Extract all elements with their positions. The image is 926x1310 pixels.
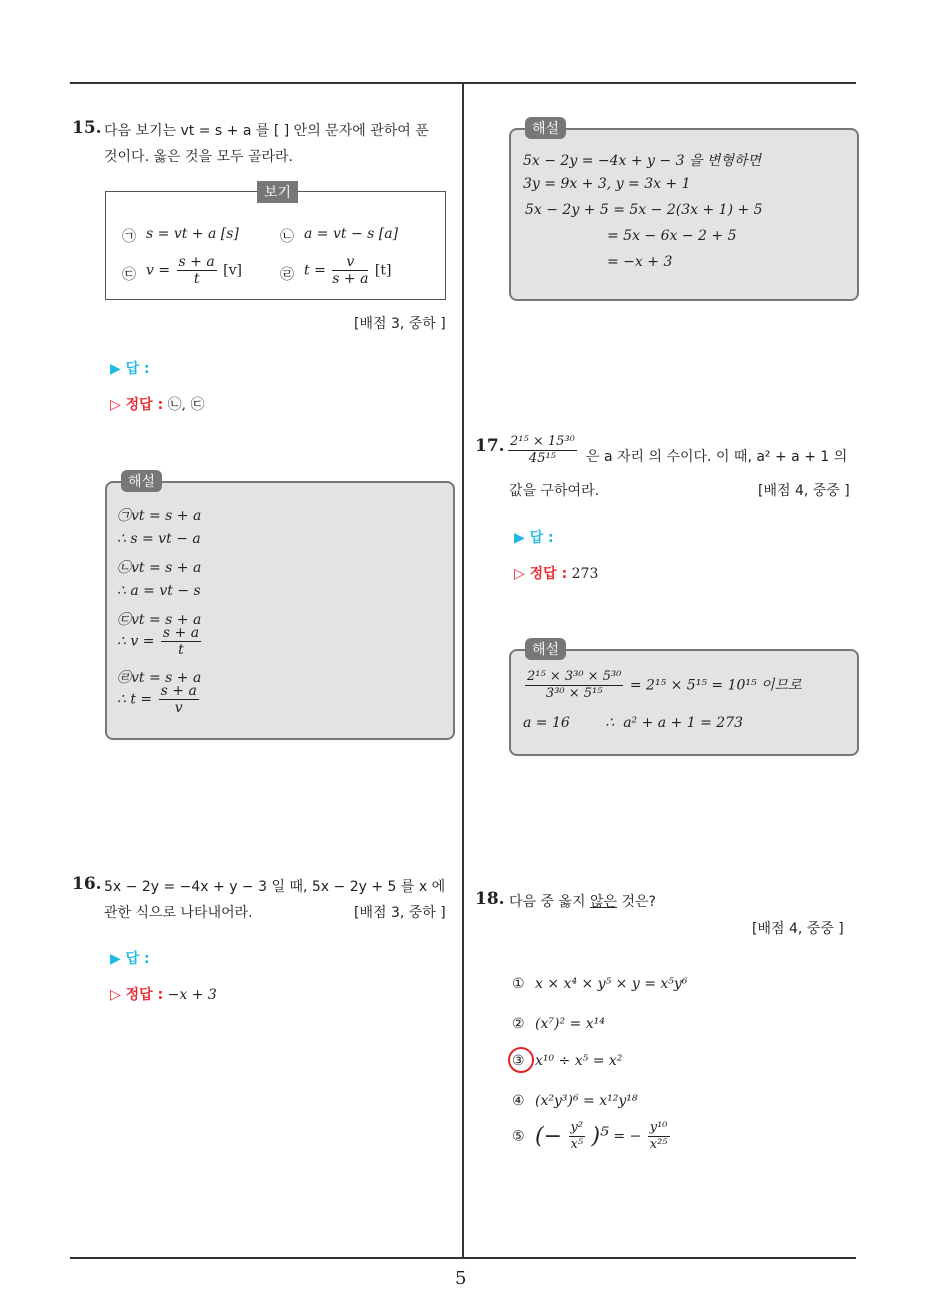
q18-choice-5-den: x⁵ [570, 1137, 584, 1152]
q18-choice-1-text: x × x⁴ × y⁵ × y = x⁵y⁶ [535, 976, 688, 992]
q15-sol-label: 해설 [121, 470, 162, 492]
q15-stem-line1: 다음 보기는 vt = s + a 를 [ ] 안의 문자에 관하여 푼 [104, 123, 429, 139]
q17-sol-label: 해설 [525, 638, 566, 660]
q16-stem-line1: 5x − 2y = −4x + y − 3 일 때, 5x − 2y + 5 를 x 에 [104, 879, 446, 895]
q16-correct-row [110, 984, 217, 1004]
q18-stem [509, 891, 656, 911]
q15-sol-l6 [117, 625, 203, 658]
q15-opt4 [304, 254, 391, 287]
q17-frac-num: 2¹⁵ × 15³⁰ [510, 434, 575, 449]
q17-correct-label: ▷ 정답 : [514, 566, 568, 582]
q15-sol-l6-den: t [178, 642, 184, 658]
q15-sol-l8-num: s + a [160, 683, 197, 699]
q17-stem-line2: 값을 구하여라. [509, 483, 600, 499]
q18-stem-underlined: 않은 [589, 894, 618, 910]
q15-sol-l6-lhs: ∴ v = [117, 633, 155, 650]
q16-correct-value: −x + 3 [167, 987, 217, 1003]
q18-number: 18. [475, 889, 505, 909]
q15-sol-l8-lhs: ∴ t = [117, 691, 153, 708]
q18-choice-5-eq: = − [613, 1128, 642, 1145]
q15-correct-value: ㉡, ㉢ [167, 397, 205, 413]
q18-choice-1-mark: ① [512, 976, 525, 992]
q15-opt4-bracket: [t] [374, 262, 392, 279]
column-divider [462, 82, 464, 1258]
q16-correct-label: ▷ 정답 : [110, 987, 164, 1003]
q15-opt4-num: v [332, 254, 368, 271]
q15-number: 15. [72, 118, 102, 138]
q17-sol-rhs: = 2¹⁵ × 5¹⁵ = 10¹⁵ 이므로 [629, 677, 802, 694]
q18-choice-5-rparen: )⁵ [591, 1124, 609, 1149]
q15-opt3-den: t [193, 271, 200, 287]
q17-number: 17. [475, 436, 505, 456]
q18-choice-3-text: x¹⁰ ÷ x⁵ = x² [535, 1053, 623, 1069]
q15-correct-label: ▷ 정답 : [110, 397, 164, 413]
q16-points: [배점 3, 중하 ] [354, 905, 446, 921]
q18-stem-post: 것은? [617, 894, 656, 910]
q17-points: [배점 4, 중중 ] [758, 483, 850, 499]
q15-answer-label: ▶ 답 : [110, 361, 150, 377]
q15-opt1: s = vt + a [s] [146, 226, 239, 242]
q15-opt3-num: s + a [178, 254, 215, 270]
q17-correct-value: 273 [571, 566, 599, 582]
q18-stem-pre: 다음 중 옳지 [509, 894, 590, 910]
q17-sol-den: 3³⁰ × 5¹⁵ [545, 686, 603, 701]
q15-opt1-mark: ㉠ [122, 229, 136, 245]
q17-sol-l2: a = 16 ∴ a² + a + 1 = 273 [523, 715, 744, 731]
q17-answer-label: ▶ 답 : [514, 530, 554, 546]
q18-choice-5-rden: x²⁵ [649, 1137, 668, 1152]
q18-choice-5-num: y² [570, 1120, 584, 1135]
q15-opt3-mark: ㉢ [122, 267, 136, 283]
q17-sol-num: 2¹⁵ × 3³⁰ × 5³⁰ [527, 669, 622, 684]
q15-opt4-den: s + a [332, 271, 369, 287]
q15-points: [배점 3, 중하 ] [354, 316, 446, 332]
q15-stem-line2: 것이다. 옳은 것을 모두 골라라. [104, 149, 293, 165]
q17-solution-box [509, 642, 859, 756]
q15-opt2: a = vt − s [a] [304, 226, 399, 242]
q15-opt3-bracket: [v] [223, 262, 243, 279]
q18-choice-5[interactable] [512, 1120, 672, 1153]
q18-choice-5-mark: ⑤ [512, 1128, 525, 1145]
q17-stem-line1: 은 a 자리 의 수이다. 이 때, a² + a + 1 의 [586, 449, 848, 465]
q16-answer-label: ▶ 답 : [110, 951, 150, 967]
q18-choice-3[interactable] [512, 1053, 622, 1069]
q18-choice-2-text: (x⁷)² = x¹⁴ [535, 1016, 605, 1032]
q15-sol-l8 [117, 683, 201, 716]
q15-solution-box [105, 474, 455, 740]
q17-sol-l1 [523, 669, 802, 702]
q15-opt3 [146, 254, 242, 287]
q17-frac-den: 45¹⁵ [528, 451, 556, 466]
q15-box-label: 보기 [257, 181, 298, 203]
q18-choice-5-lparen: (− [535, 1124, 563, 1149]
q15-sol-l2: ∴ s = vt − a [117, 531, 201, 547]
q15-opt3-lhs: v = [146, 262, 171, 279]
q17-correct-row [514, 563, 598, 583]
q16-number: 16. [72, 874, 102, 894]
q15-sol-l1: ㉠vt = s + a [117, 508, 202, 524]
q16-sol-l1: 5x − 2y = −4x + y − 3 을 변형하면 [523, 153, 762, 169]
q18-choice-3-mark: ③ [512, 1053, 525, 1069]
q18-choice-4-text: (x²y³)⁶ = x¹²y¹⁸ [535, 1093, 638, 1109]
q16-sol-label: 해설 [525, 117, 566, 139]
q15-sol-l5: ㉢vt = s + a [117, 612, 202, 628]
q16-sol-l3: 5x − 2y + 5 = 5x − 2(3x + 1) + 5 [525, 202, 763, 218]
q16-solution-box [509, 121, 859, 301]
q15-opt4-lhs: t = [304, 262, 326, 279]
q16-sol-l5: = −x + 3 [607, 254, 673, 270]
q15-opt2-mark: ㉡ [280, 229, 294, 245]
page-number: 5 [455, 1268, 467, 1289]
q18-choice-1[interactable] [512, 976, 687, 992]
q17-fraction [506, 434, 579, 467]
q18-choice-2[interactable] [512, 1016, 605, 1032]
q18-choice-5-rnum: y¹⁰ [649, 1120, 668, 1135]
q15-correct-row [110, 394, 205, 414]
q18-points: [배점 4, 중중 ] [752, 921, 844, 937]
q18-choice-4[interactable] [512, 1093, 637, 1109]
q16-sol-l2: 3y = 9x + 3, y = 3x + 1 [523, 176, 691, 192]
q16-sol-l4: = 5x − 6x − 2 + 5 [607, 228, 737, 244]
q18-choice-2-mark: ② [512, 1016, 525, 1032]
q15-sol-l4: ∴ a = vt − s [117, 583, 201, 599]
q15-sol-l6-num: s + a [162, 625, 200, 641]
q15-sol-l3: ㉡vt = s + a [117, 560, 202, 576]
q15-example-box [105, 185, 446, 300]
q15-opt4-mark: ㉣ [280, 267, 294, 283]
q15-sol-l8-den: v [174, 700, 183, 716]
q16-stem-line2: 관한 식으로 나타내어라. [104, 905, 253, 921]
q15-sol-l7: ㉣vt = s + a [117, 670, 202, 686]
q18-choice-4-mark: ④ [512, 1093, 525, 1109]
